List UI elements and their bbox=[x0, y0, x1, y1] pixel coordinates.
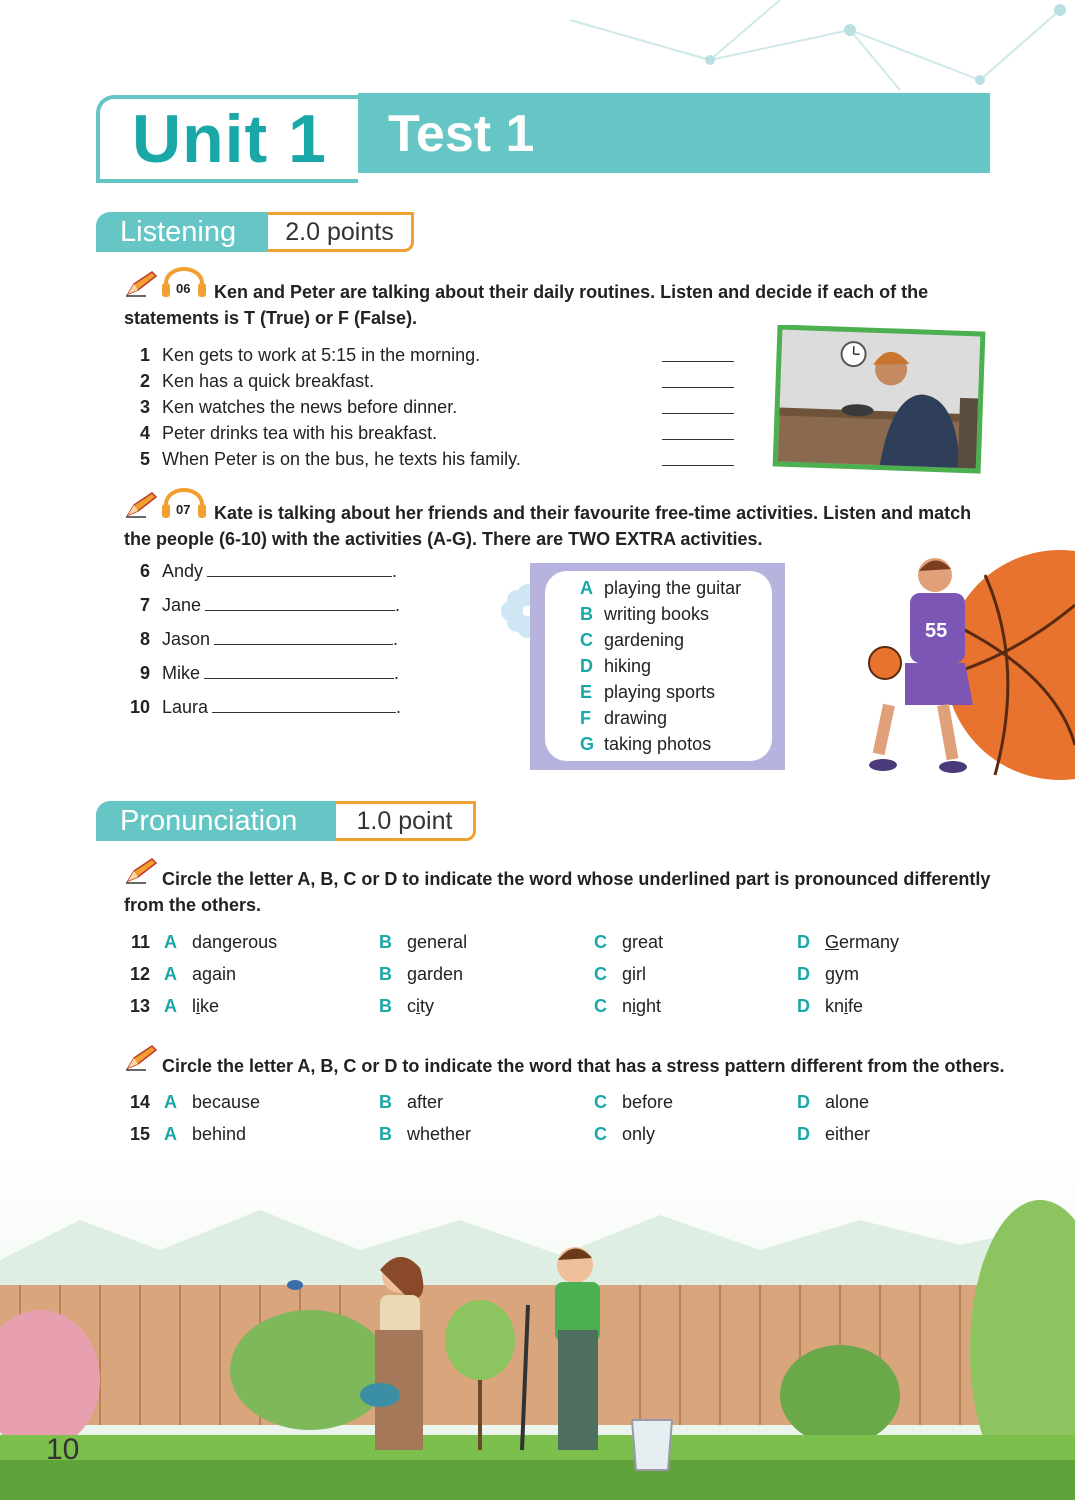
option-a[interactable]: A like bbox=[164, 996, 220, 1016]
people-list bbox=[124, 558, 401, 728]
list-item: B writing books bbox=[580, 604, 710, 624]
question-row: 13 A like B city C night D knife bbox=[124, 993, 984, 1025]
list-item: 9 Mike . bbox=[139, 663, 400, 683]
audio-track-number: 06 bbox=[176, 281, 191, 296]
option-b[interactable]: B garden bbox=[379, 964, 464, 984]
question-row: 15 A behind B whether C only D either bbox=[124, 1121, 984, 1153]
activities-list bbox=[580, 575, 741, 757]
list-item: E playing sports bbox=[580, 682, 716, 702]
svg-text:55: 55 bbox=[925, 620, 948, 642]
page-number: 10 bbox=[46, 1433, 80, 1466]
pencil-icon bbox=[124, 1044, 160, 1072]
option-d[interactable]: D knife bbox=[797, 996, 864, 1016]
list-item: A playing the guitar bbox=[580, 578, 742, 598]
network-decoration bbox=[560, 0, 1075, 95]
listening-points: 2.0 points bbox=[268, 212, 414, 252]
option-d[interactable]: D gym bbox=[797, 964, 860, 984]
garden-illustration bbox=[0, 1150, 1075, 1500]
audio-track-number: 07 bbox=[176, 502, 191, 517]
option-c[interactable]: C before bbox=[594, 1092, 674, 1112]
option-d[interactable]: D Germany bbox=[797, 932, 900, 952]
pronunciation-questions-1 bbox=[124, 929, 984, 1025]
listening-section-label: Listening bbox=[96, 212, 268, 252]
option-b[interactable]: B city bbox=[379, 996, 435, 1016]
breakfast-photo bbox=[772, 325, 987, 475]
answer-blank[interactable] bbox=[662, 395, 734, 414]
pronunciation-points: 1.0 point bbox=[336, 801, 476, 841]
option-a[interactable]: A dangerous bbox=[164, 932, 278, 952]
list-item: 3 Ken watches the news before dinner. bbox=[139, 397, 458, 417]
pronunciation-task2-instruction: Circle the letter A, B, C or D to indicate the word that has a stress pattern different from the others. bbox=[162, 1056, 1005, 1076]
option-d[interactable]: D either bbox=[797, 1124, 871, 1144]
pronunciation-task1-instruction: Circle the letter A, B, C or D to indicate the word whose underlined part is pronounced differently from the others. bbox=[124, 869, 991, 915]
option-a[interactable]: A because bbox=[164, 1092, 261, 1112]
list-item: 1 Ken gets to work at 5:15 in the morning. bbox=[139, 345, 481, 365]
answer-blank[interactable] bbox=[662, 421, 734, 440]
pronunciation-section-label: Pronunciation bbox=[96, 801, 336, 841]
listening-task1-instruction: Ken and Peter are talking about their daily routines. Listen and decide if each of the statements is T (True) or F (False). bbox=[124, 282, 929, 328]
option-b[interactable]: B after bbox=[379, 1092, 444, 1112]
list-item: G taking photos bbox=[580, 734, 712, 754]
list-item: F drawing bbox=[580, 708, 668, 728]
option-d[interactable]: D alone bbox=[797, 1092, 870, 1112]
answer-blank[interactable] bbox=[662, 369, 734, 388]
pronunciation-questions-2 bbox=[124, 1089, 984, 1153]
list-item: 2 Ken has a quick breakfast. bbox=[139, 371, 375, 391]
test-title: Test 1 bbox=[388, 105, 535, 163]
tf-statements-list bbox=[124, 342, 521, 472]
option-b[interactable]: B general bbox=[379, 932, 468, 952]
list-item: 10 Laura . bbox=[129, 697, 402, 717]
option-c[interactable]: C only bbox=[594, 1124, 656, 1144]
basketball-player-illustration bbox=[855, 545, 1075, 780]
list-item: 4 Peter drinks tea with his breakfast. bbox=[139, 423, 438, 443]
question-row: 11 A dangerous B general C great D Germany bbox=[124, 929, 984, 961]
list-item: C gardening bbox=[580, 630, 685, 650]
unit-title: Unit 1 bbox=[132, 101, 327, 177]
option-b[interactable]: B whether bbox=[379, 1124, 472, 1144]
option-c[interactable]: C great bbox=[594, 932, 664, 952]
question-row: 12 A again B garden C girl D gym bbox=[124, 961, 984, 993]
option-c[interactable]: C night bbox=[594, 996, 662, 1016]
list-item: 5 When Peter is on the bus, he texts his family. bbox=[139, 449, 521, 469]
list-item: 7 Jane . bbox=[139, 595, 401, 615]
list-item: 6 Andy . bbox=[139, 561, 398, 581]
answer-blank[interactable] bbox=[662, 447, 734, 466]
list-item: D hiking bbox=[580, 656, 652, 676]
option-a[interactable]: A behind bbox=[164, 1124, 247, 1144]
list-item: 8 Jason . bbox=[139, 629, 399, 649]
option-a[interactable]: A again bbox=[164, 964, 237, 984]
listening-task2-instruction: Kate is talking about her friends and their favourite free-time activities. Listen and match the people (6-10) with the activities (A-G). There are TWO EXTRA activities. bbox=[124, 503, 972, 549]
answer-blank[interactable] bbox=[662, 343, 734, 362]
option-c[interactable]: C girl bbox=[594, 964, 647, 984]
question-row: 14 A because B after C before D alone bbox=[124, 1089, 984, 1121]
